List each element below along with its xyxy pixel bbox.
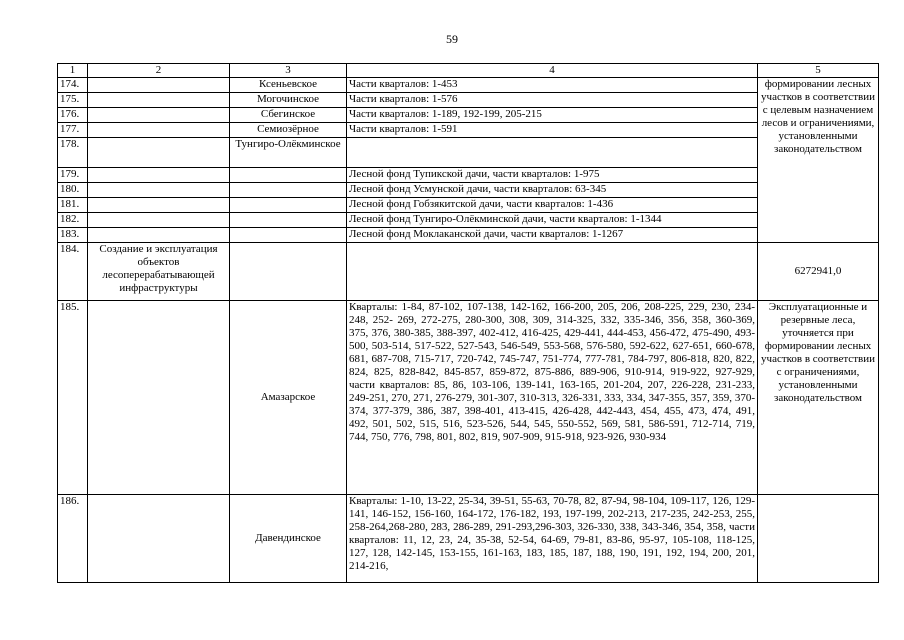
purpose-cell — [88, 213, 230, 228]
quarters-cell: Лесной фонд Гобзякитской дачи, части кварталов: 1-436 — [347, 198, 758, 213]
quarters-cell: Части кварталов: 1-591 — [347, 123, 758, 138]
quarters-cell: Кварталы: 1-84, 87-102, 107-138, 142-162, 166-200, 205, 206, 208-225, 229, 230, 234-248, 252- 269, 272-275, 280-300, 308, 309, 314-325, 332, 335-346, 356, 358, 360-369, 375, 376, 380-385, 388-397, 402-412, 416-425, 429-441, 444-453, 456-472, 475-490, 493-500, 503-514, 517-522, 527-543, 546-549, 553-568, 576-580, 592-622, 627-651, 660-678, 681, 687-708, 715-717, 720-742, 745-747, 751-774, 777-781, 784-797, 806-818, 820, 822, 824, 825, 828-842, 845-857, 859-872, 875-886, 889-906, 910-914, 919-922, 927-929, части кварталов: 85, 86, 103-106, 139-141, 163-165, 201-204, 207, 226-228, 231-233, 249-251, 270, 271, 276-279, 301-307, 310-313, 326-331, 333, 334, 347-355, 357, 359, 370-374, 377-379, 386, 387, 398-401, 413-415, 426-428, 442-443, 454, 455, 473, 474, 491, 492, 501, 502, 515, 516, 523-526, 544, 545, 550-552, 569, 581, 586-591, 712-714, 719, 744, 750, 776, 798, 801, 802, 819, 907-909, 915-918, 923-926, 930-934 — [347, 301, 758, 495]
row-number: 178. — [58, 138, 88, 168]
quarters-cell: Части кварталов: 1-453 — [347, 78, 758, 93]
purpose-cell — [88, 198, 230, 213]
table-row — [58, 243, 879, 301]
header-cell: 3 — [230, 64, 347, 78]
row-number: 185. — [58, 301, 88, 495]
forestry-name — [230, 243, 347, 301]
table-row — [58, 123, 879, 138]
forestry-name: Сбегинское — [230, 108, 347, 123]
purpose-cell: Создание и эксплуатация объектов лесоперерабатывающей инфраструктуры — [88, 243, 230, 301]
row-number: 183. — [58, 228, 88, 243]
row-number: 177. — [58, 123, 88, 138]
group-note-cell: формировании лесных участков в соответствии с целевым назначением лесов и ограничениями, установленными законодательством — [758, 78, 879, 243]
row-number: 181. — [58, 198, 88, 213]
forestry-name: Тунгиро-Олёкминское — [230, 138, 347, 168]
row-number: 184. — [58, 243, 88, 301]
header-cell: 2 — [88, 64, 230, 78]
header-cell: 1 — [58, 64, 88, 78]
purpose-cell — [88, 138, 230, 168]
header-cell: 5 — [758, 64, 879, 78]
table-row — [58, 93, 879, 108]
quarters-cell: Лесной фонд Тунгиро-Олёкминской дачи, части кварталов: 1-1344 — [347, 213, 758, 228]
quarters-cell: Части кварталов: 1-189, 192-199, 205-215 — [347, 108, 758, 123]
forestry-name: Давендинское — [230, 495, 347, 583]
table-row — [58, 301, 879, 495]
purpose-cell — [88, 168, 230, 183]
header-cell: 4 — [347, 64, 758, 78]
forestry-name — [230, 198, 347, 213]
purpose-cell — [88, 228, 230, 243]
table-row — [58, 495, 879, 583]
forestry-name: Ксеньевское — [230, 78, 347, 93]
forest-table — [57, 63, 879, 583]
purpose-cell — [88, 183, 230, 198]
purpose-cell — [88, 301, 230, 495]
quarters-cell: Лесной фонд Усмунской дачи, части кварталов: 63-345 — [347, 183, 758, 198]
purpose-cell — [88, 108, 230, 123]
forestry-name: Семиозёрное — [230, 123, 347, 138]
purpose-cell — [88, 78, 230, 93]
row-number: 182. — [58, 213, 88, 228]
forestry-name: Могочинское — [230, 93, 347, 108]
quarters-cell: Лесной фонд Моклаканской дачи, части кварталов: 1-1267 — [347, 228, 758, 243]
quarters-cell: Лесной фонд Тупикской дачи, части кварталов: 1-975 — [347, 168, 758, 183]
area-value: 6272941,0 — [758, 243, 879, 301]
table-row — [58, 198, 879, 213]
table-row — [58, 183, 879, 198]
table-row — [58, 78, 879, 93]
forestry-name — [230, 228, 347, 243]
forestry-name — [230, 183, 347, 198]
header-row — [58, 64, 879, 78]
quarters-cell: Кварталы: 1-10, 13-22, 25-34, 39-51, 55-63, 70-78, 82, 87-94, 98-104, 109-117, 126, 129-141, 146-152, 156-160, 164-172, 176-182, 193, 197-199, 202-213, 217-235, 242-253, 255, 258-264,268-280, 283, 286-289, 291-293,296-303, 326-330, 338, 343-346, 354, 358, части кварталов: 11, 12, 23, 24, 35-38, 52-54, 64-69, 79-81, 83-86, 95-97, 105-108, 118-125, 127, 128, 142-145, 153-155, 161-163, 183, 185, 187, 188, 190, 191, 192, 194, 200, 201, 214-216, — [347, 495, 758, 583]
forestry-name: Амазарское — [230, 301, 347, 495]
table-row — [58, 168, 879, 183]
purpose-cell — [88, 123, 230, 138]
usage-note-cell — [758, 495, 879, 583]
page-number: 59 — [446, 32, 458, 46]
table-row — [58, 138, 879, 168]
row-number: 179. — [58, 168, 88, 183]
row-number: 186. — [58, 495, 88, 583]
row-number: 174. — [58, 78, 88, 93]
quarters-cell — [347, 138, 758, 168]
row-number: 175. — [58, 93, 88, 108]
quarters-cell — [347, 243, 758, 301]
table-row — [58, 108, 879, 123]
purpose-cell — [88, 495, 230, 583]
forestry-name — [230, 213, 347, 228]
row-number: 176. — [58, 108, 88, 123]
forestry-name — [230, 168, 347, 183]
table-row — [58, 213, 879, 228]
table-row — [58, 228, 879, 243]
quarters-cell: Части кварталов: 1-576 — [347, 93, 758, 108]
purpose-cell — [88, 93, 230, 108]
usage-note-cell: Эксплуатационные и резервные леса, уточняется при формировании лесных участков в соответствии с ограничениями, установленными законодательством — [758, 301, 879, 495]
row-number: 180. — [58, 183, 88, 198]
